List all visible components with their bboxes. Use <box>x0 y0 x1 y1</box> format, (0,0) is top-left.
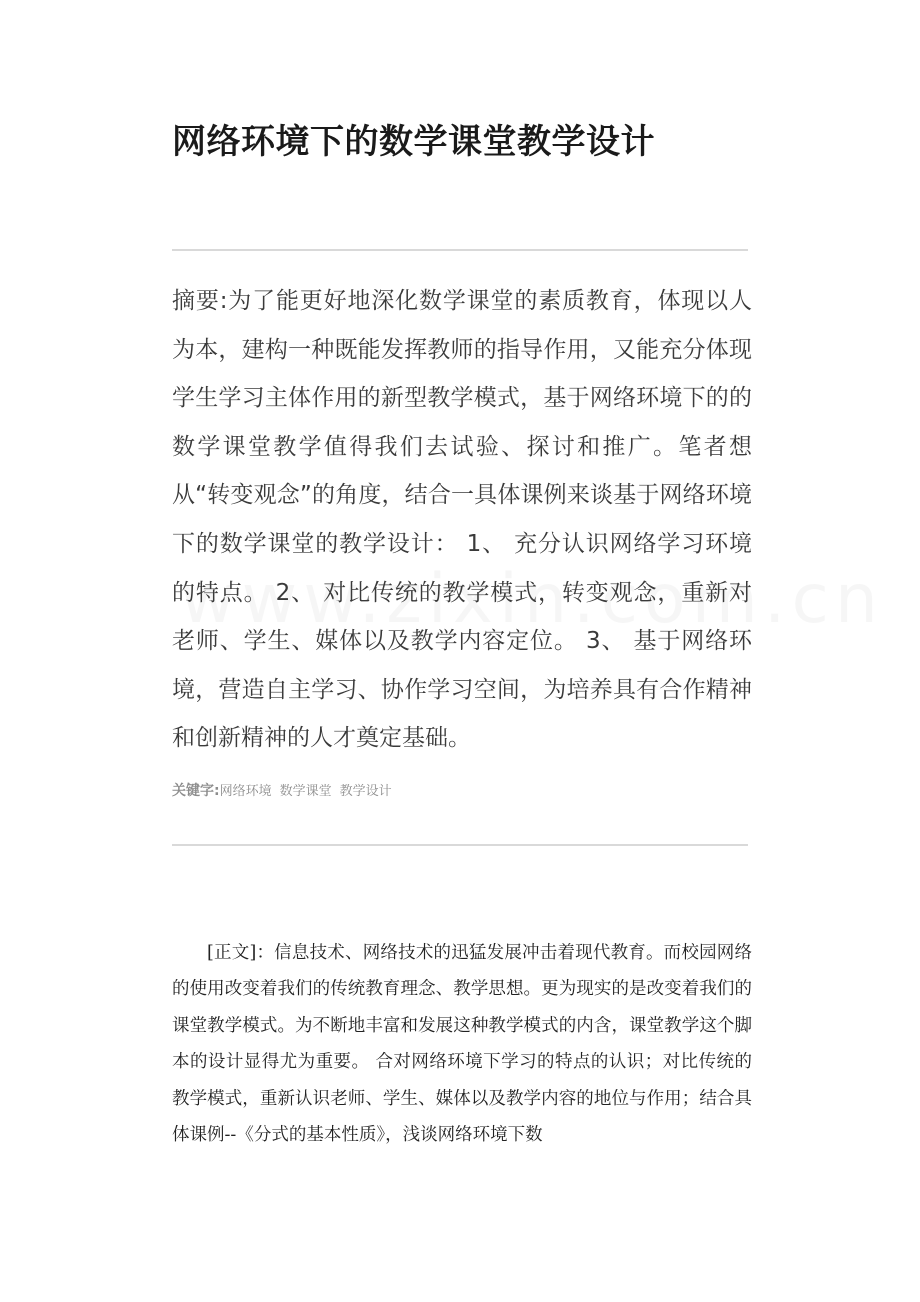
abstract-paragraph: 摘要:为了能更好地深化数学课堂的素质教育，体现以人为本，建构一种既能发挥教师的指导作用，又能充分体现学生学习主体作用的新型教学模式，基于网络环境下的的数学课堂教学值得我们去试验、探讨和推广。笔者想从“转变观念”的角度，结合一具体课例来谈基于网络环境下的数学课堂的教学设计： 1、 充分认识网络学习环境的特点。 2、 对比传统的教学模式，转变观念，重新对老师、学生、媒体以及教学内容定位。 3、 基于网络环境，营造自主学习、协作学习空间，为培养具有合作精神和创新精神的人才奠定基础。 <box>172 288 752 752</box>
document-title: 网络环境下的数学课堂教学设计 <box>172 122 655 162</box>
body-paragraph: [正文]：信息技术、网络技术的迅猛发展冲击着现代教育。而校园网络的使用改变着我们的传统教育理念、教学思想。更为现实的是改变着我们的课堂教学模式。为不断地丰富和发展这种教学模式的内含，课堂教学这个脚本的设计显得尤为重要。 合对网络环境下学习的特点的认识；对比传统的教学模式，重新认识老师、学生、媒体以及教学内容的地位与作用；结合具体课例--《分式的基本性质》，浅谈网络环境下数 <box>172 943 752 1146</box>
keywords-label: 关键字: <box>172 783 220 799</box>
divider-bottom <box>172 844 748 846</box>
keyword-item: 网络环境 <box>219 784 272 799</box>
divider-top <box>172 249 748 251</box>
keywords-line <box>172 780 752 803</box>
keyword-item: 教学设计 <box>339 784 392 799</box>
keyword-item: 数学课堂 <box>279 784 332 799</box>
